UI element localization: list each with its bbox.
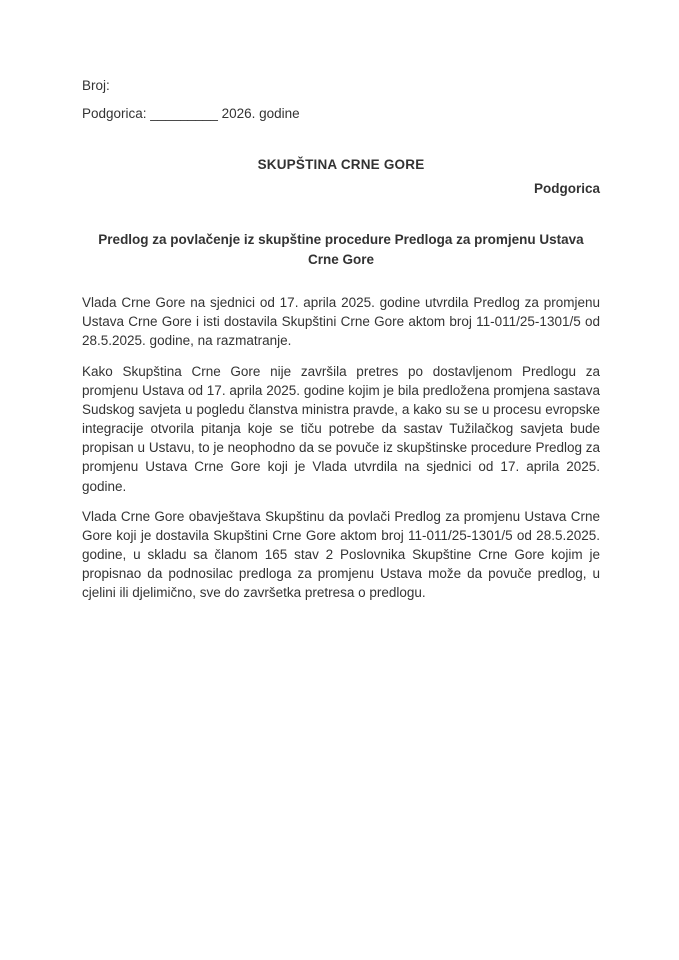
place-date-line: Podgorica: _________ 2026. godine — [82, 106, 300, 121]
paragraph-1: Vlada Crne Gore na sjednici od 17. aprila 2025. godine utvrdila Predlog za promjenu Ustava Crne Gore i isti dostavila Skupštini Crne Gore aktom broj 11-011/25-1301/5 od 28.5.2025. godine, na razmatranje. — [82, 295, 600, 349]
document-title: Predlog za povlačenje iz skupštine procedure Predloga za promjenu Ustava Crne Gore — [98, 232, 584, 267]
paragraph-3: Vlada Crne Gore obavještava Skupštinu da povlači Predlog za promjenu Ustava Crne Gore koji je dostavila Skupštini Crne Gore aktom broj 11-011/25-1301/5 od 28.5.2025. godine, u skladu sa članom 165 stav 2 Poslovnika Skupštine Crne Gore kojim je propisnao da podnosilac predloga za promjenu Ustava može da povuče predlog, u cjelini ili djelimično, sve do završetka pretresa o predlogu. — [82, 508, 600, 601]
institution-name: SKUPŠTINA CRNE GORE — [257, 157, 425, 172]
city-name: Podgorica — [533, 181, 600, 196]
document-number-label: Broj: — [82, 78, 110, 93]
paragraph-2: Kako Skupština Crne Gore nije završila pretres po dostavljenom Predlogu za promjenu Ustava od 17. aprila 2025. godine kojim je bila predložena promjena sastava Sudskog savjeta u pogledu članstva ministra pravde, a kako su se u procesu evropske integracije otvorila pitanja koje se tiču potrebe da sastav Tužilačkog savjeta bude propisan u Ustavu, to je neophodno da se povuče iz skupštinske procedure Predlog za promjenu Ustava Crne Gore koji je Vlada utvrdila na sjednici od 17. aprila 2025. godine. — [82, 363, 600, 494]
